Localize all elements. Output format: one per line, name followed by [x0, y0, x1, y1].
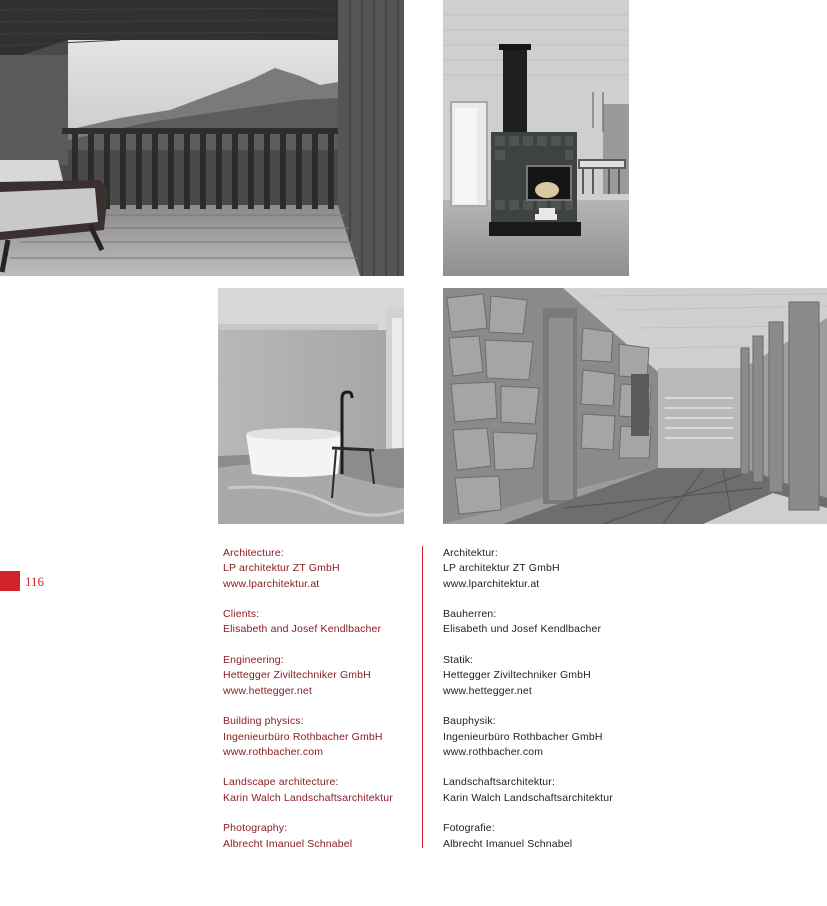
credit-value: Albrecht Imanuel Schnabel [223, 837, 353, 850]
credit-block [443, 546, 613, 592]
credit-block [443, 653, 613, 699]
credit-label: Statik: [443, 654, 474, 667]
credit-value: Ingenieurbüro Rothbacher GmbH [223, 730, 383, 743]
bathroom-photo [218, 288, 404, 524]
credit-value: Elisabeth und Josef Kendlbacher [443, 623, 602, 636]
credit-value: Hettegger Ziviltechniker GmbH [223, 669, 371, 682]
credit-website-link[interactable]: www.hettegger.net [443, 684, 532, 697]
credit-value: Hettegger Ziviltechniker GmbH [443, 669, 591, 682]
page-number: 116 [25, 574, 45, 589]
credit-block [223, 821, 393, 852]
page-marker [0, 571, 20, 591]
credit-block [443, 714, 613, 760]
credit-label: Bauherren: [443, 608, 497, 621]
credit-website-link[interactable]: www.rothbacher.com [223, 745, 324, 758]
credit-value: LP architektur ZT GmbH [223, 562, 340, 575]
credit-value: LP architektur ZT GmbH [443, 562, 560, 575]
credit-value: Ingenieurbüro Rothbacher GmbH [443, 730, 603, 743]
credit-label: Clients: [223, 608, 260, 621]
credit-website-link[interactable]: www.hettegger.net [223, 684, 312, 697]
credit-label: Architecture: [223, 547, 284, 559]
credit-value: Albrecht Imanuel Schnabel [443, 837, 573, 850]
credit-label: Engineering: [223, 654, 284, 667]
credit-label: Landschaftsarchitektur: [443, 776, 556, 789]
credit-block [223, 775, 393, 806]
credit-block [443, 821, 613, 852]
credit-block [223, 607, 393, 638]
credit-block [223, 546, 393, 592]
credit-value: Karin Walch Landschaftsarchitektur [443, 791, 613, 804]
credit-block [223, 714, 393, 760]
stone-arcade-photo [443, 288, 827, 524]
credit-block [443, 775, 613, 806]
credit-block [223, 653, 393, 699]
credit-label: Architektur: [443, 547, 498, 559]
credit-label: Landscape architecture: [223, 776, 339, 789]
credit-label: Photography: [223, 822, 288, 835]
credit-value: Elisabeth and Josef Kendlbacher [223, 623, 382, 636]
credit-label: Building physics: [223, 715, 304, 728]
credit-label: Fotografie: [443, 822, 495, 835]
credit-website-link[interactable]: www.lparchitektur.at [223, 577, 320, 590]
credit-block [443, 607, 613, 638]
credit-website-link[interactable]: www.rothbacher.com [443, 745, 544, 758]
credit-value: Karin Walch Landschaftsarchitektur [223, 791, 393, 804]
credit-label: Bauphysik: [443, 715, 496, 728]
balcony-photo [0, 0, 404, 276]
credits-german [443, 546, 613, 867]
fireplace-photo [443, 0, 629, 276]
column-divider [422, 546, 423, 848]
credits-english [223, 546, 393, 867]
credit-website-link[interactable]: www.lparchitektur.at [443, 577, 540, 590]
